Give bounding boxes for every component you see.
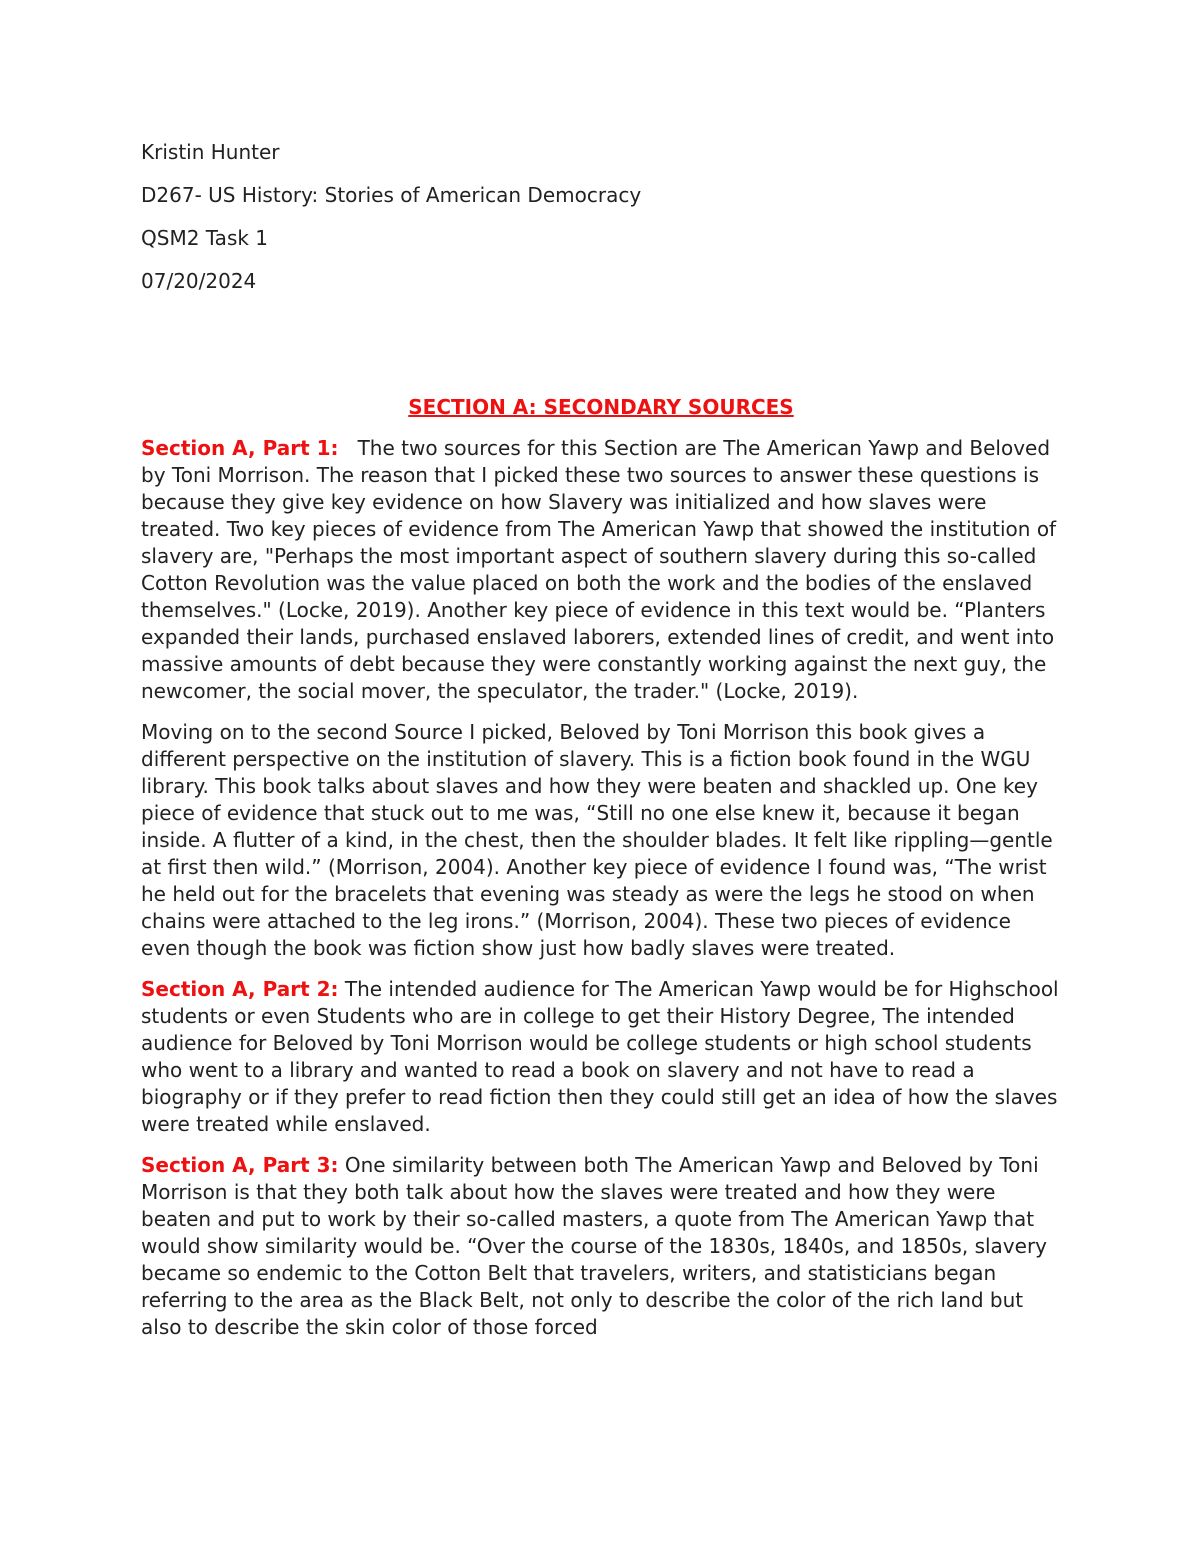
part1-paragraph <box>141 435 1061 705</box>
part2-paragraph <box>141 976 1061 1138</box>
part1-continued-paragraph: Moving on to the second Source I picked, Beloved by Toni Morrison this book gives a different perspective on the institution of slavery. This is a fiction book found in the WGU library. This book talks about slaves and how they were beaten and shackled up. One key piece of evidence that stuck out to me was, “Still no one else knew it, because it began inside. A flutter of a kind, in the chest, then the shoulder blades. It felt like rippling—gentle at first then wild.” (Morrison, 2004). Another key piece of evidence I found was, “The wrist he held out for the bracelets that evening was steady as were the legs he stood on when chains were attached to the leg irons.” (Morrison, 2004). These two pieces of evidence even though the book was fiction show just how badly slaves were treated. <box>141 720 1053 960</box>
task-name: QSM2 Task 1 <box>141 226 269 250</box>
document-page <box>141 138 1061 1355</box>
document-header <box>141 138 1061 295</box>
course-title: D267- US History: Stories of American Democracy <box>141 183 642 207</box>
part3-paragraph <box>141 1152 1061 1341</box>
part2-label: Section A, Part 2: <box>141 977 339 1001</box>
part1-label: Section A, Part 1: <box>141 436 339 460</box>
section-heading: SECTION A: SECONDARY SOURCES <box>408 395 794 419</box>
part3-label: Section A, Part 3: <box>141 1153 339 1177</box>
part2-text: The intended audience for The American Yawp would be for Highschool students or even Students who are in college to get their History Degree, The intended audience for Beloved by Toni Morrison would be college students or high school students who went to a library and wanted to read a book on slavery and not have to read a biography or if they prefer to read fiction then they could still get an idea of how the slaves were treated while enslaved. <box>141 977 1059 1136</box>
part3-text: One similarity between both The American Yawp and Beloved by Toni Morrison is that they both talk about how the slaves were treated and how they were beaten and put to work by their so-called masters, a quote from The American Yawp that would show similarity would be. “Over the course of the 1830s, 1840s, and 1850s, slavery became so endemic to the Cotton Belt that travelers, writers, and statisticians began referring to the area as the Black Belt, not only to describe the color of the rich land but also to describe the skin color of those forced <box>141 1153 1047 1339</box>
document-date: 07/20/2024 <box>141 269 257 293</box>
part1-text: The two sources for this Section are The American Yawp and Beloved by Toni Morrison. The reason that I picked these two sources to answer these questions is because they give key evidence on how Slavery was initialized and how slaves were treated. Two key pieces of evidence from The American Yawp that showed the institution of slavery are, "Perhaps the most important aspect of southern slavery during this so-called Cotton Revolution was the value placed on both the work and the bodies of the enslaved themselves." (Locke, 2019). Another key piece of evidence in this text would be. “Planters expanded their lands, purchased enslaved laborers, extended lines of credit, and went into massive amounts of debt because they were constantly working against the next guy, the newcomer, the social mover, the speculator, the trader." (Locke, 2019). <box>141 436 1063 703</box>
author-name: Kristin Hunter <box>141 140 280 164</box>
